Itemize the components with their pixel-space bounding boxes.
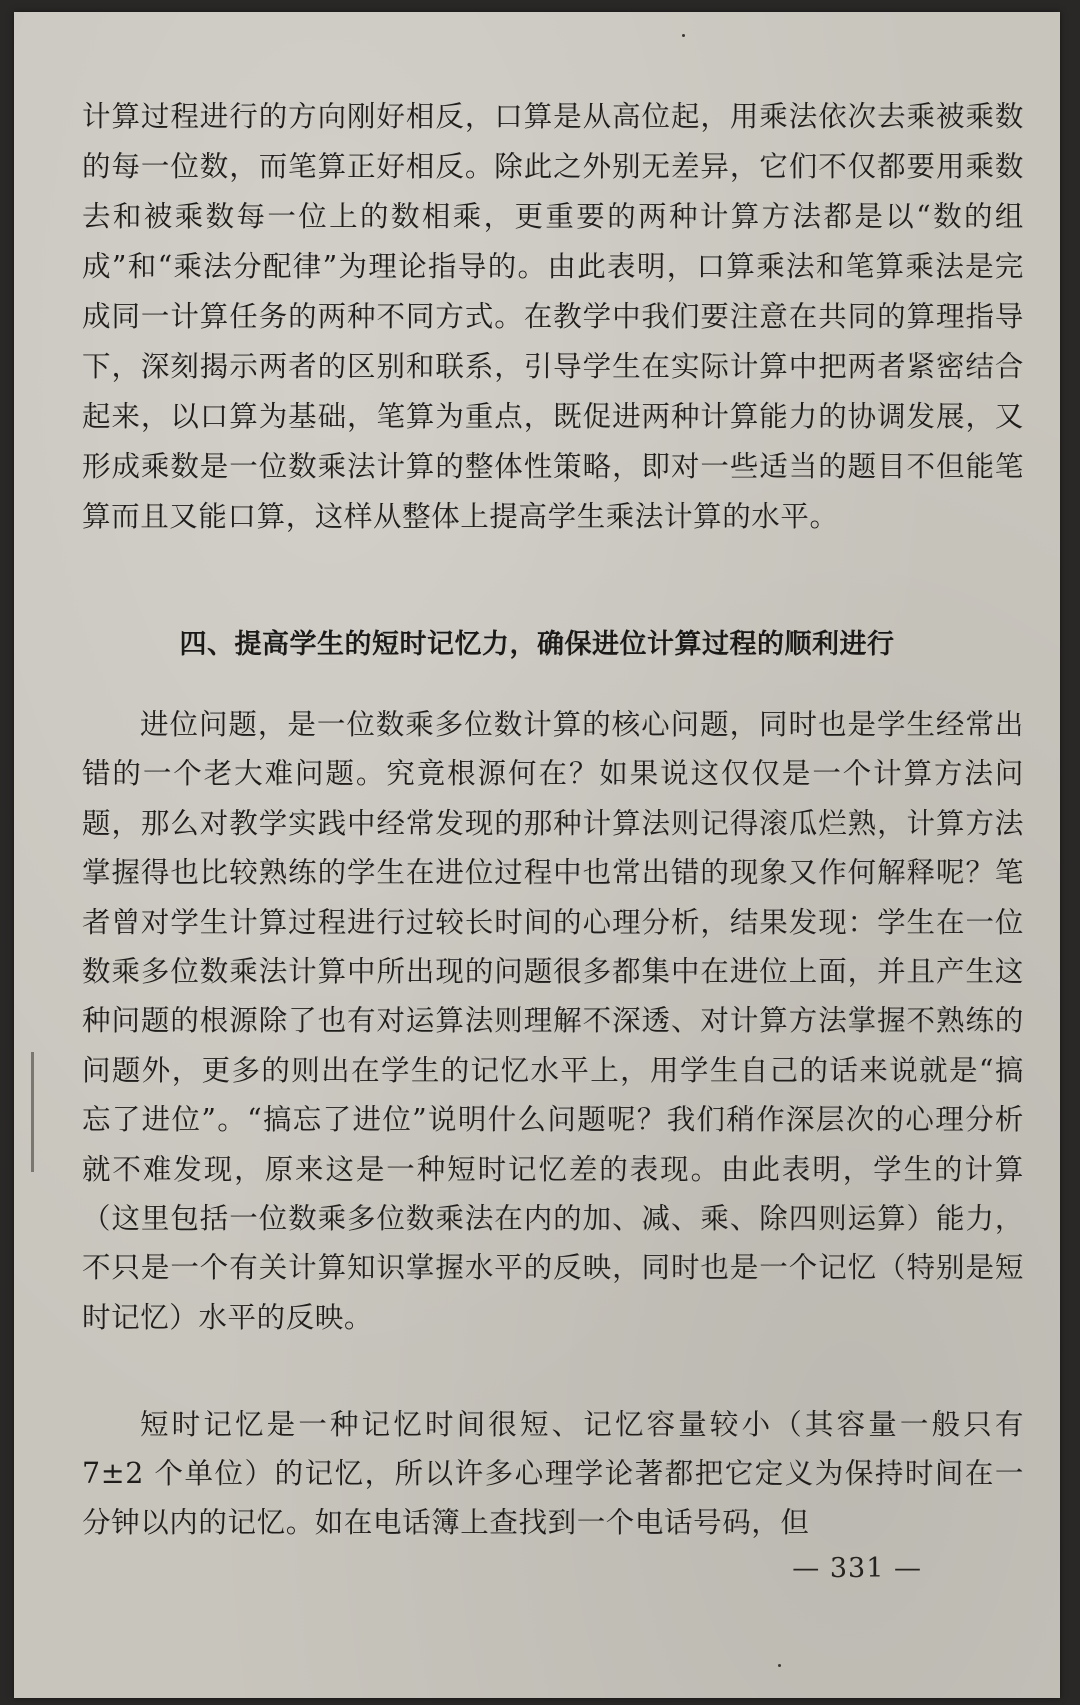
paragraph-2: 进位问题，是一位数乘多位数计算的核心问题，同时也是学生经常出错的一个老大难问题。究竟根源何在？如果说这仅仅是一个计算方法问题，那么对教学实践中经常发现的那种计算法则记得滚瓜烂熟，计算方法掌握得也比较熟练的学生在进位过程中也常出错的现象又作何解释呢？笔者曾对学生计算过程进行过较长时间的心理分析，结果发现：学生在一位数乘多位数乘法计算中所出现的问题很多都集中在进位上面，并且产生这种问题的根源除了也有对运算法则理解不深透、对计算方法掌握不熟练的问题外，更多的则出在学生的记忆水平上，用学生自己的话来说就是“搞忘了进位”。“搞忘了进位”说明什么问题呢？我们稍作深层次的心理分析就不难发现，原来这是一种短时记忆差的表现。由此表明，学生的计算（这里包括一位数乘多位数乘法在内的加、减、乘、除四则运算）能力，不只是一个有关计算知识掌握水平的反映，同时也是一个记忆（特别是短时记忆）水平的反映。: [82, 708, 1024, 1334]
scan-speck: [778, 1664, 781, 1667]
margin-pencil-mark: [31, 1052, 34, 1172]
book-page: [14, 12, 1060, 1698]
page-number: — 331 —: [792, 1553, 922, 1584]
paragraph-3: 短时记忆是一种记忆时间很短、记忆容量较小（其容量一般只有 7±2 个单位）的记忆，所以许多心理学论著都把它定义为保持时间在一分钟以内的记忆。如在电话簿上查找到一个电话号码，但: [82, 1408, 1024, 1539]
scan-speck: [682, 34, 685, 37]
section-heading: 四、提高学生的短时记忆力，确保进位计算过程的顺利进行: [179, 629, 895, 660]
paragraph-1: 计算过程进行的方向刚好相反，口算是从高位起，用乘法依次去乘被乘数的每一位数，而笔算正好相反。除此之外别无差异，它们不仅都要用乘数去和被乘数每一位上的数相乘，更重要的两种计算方法都是以“数的组成”和“乘法分配律”为理论指导的。由此表明，口算乘法和笔算乘法是完成同一计算任务的两种不同方式。在教学中我们要注意在共同的算理指导下，深刻揭示两者的区别和联系，引导学生在实际计算中把两者紧密结合起来，以口算为基础，笔算为重点，既促进两种计算能力的协调发展，又形成乘数是一位数乘法计算的整体性策略，即对一些适当的题目不但能笔算而且又能口算，这样从整体上提高学生乘法计算的水平。: [82, 100, 1024, 533]
